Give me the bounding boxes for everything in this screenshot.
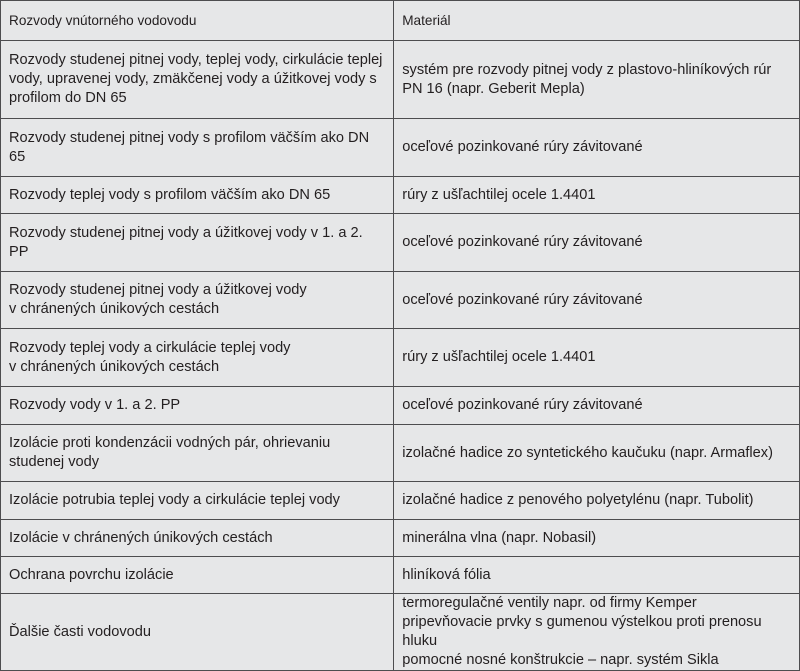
table-row [1, 425, 800, 482]
row-component: Rozvody teplej vody s profilom väčším ako DN 65 [1, 177, 394, 214]
table-row [1, 594, 800, 671]
header-installation: Rozvody vnútorného vodovodu [1, 1, 394, 41]
table-row [1, 329, 800, 387]
table-row [1, 214, 800, 272]
row-component: Rozvody vody v 1. a 2. PP [1, 387, 394, 425]
header-material: Materiál [394, 1, 800, 41]
table-row [1, 119, 800, 177]
row-material: oceľové pozinkované rúry závitované [394, 272, 800, 329]
table-row [1, 520, 800, 557]
row-component: Izolácie v chránených únikových cestách [1, 520, 394, 557]
row-material: termoregulačné ventily napr. od firmy Kemper pripevňovacie prvky s gumenou výstelkou proti prenosu hluku pomocné nosné konštrukcie – napr. systém Sikla [394, 594, 800, 671]
table-row [1, 272, 800, 329]
table-row [1, 177, 800, 214]
table-row [1, 557, 800, 594]
row-material: rúry z ušľachtilej ocele 1.4401 [394, 329, 800, 387]
row-component: Izolácie proti kondenzácii vodných pár, ohrievaniu studenej vody [1, 425, 394, 482]
row-component: Ochrana povrchu izolácie [1, 557, 394, 594]
table-header-row [1, 1, 800, 41]
row-material: hliníková fólia [394, 557, 800, 594]
row-material: izolačné hadice z penového polyetylénu (napr. Tubolit) [394, 482, 800, 520]
row-component: Rozvody teplej vody a cirkulácie teplej vody v chránených únikových cestách [1, 329, 394, 387]
row-material: minerálna vlna (napr. Nobasil) [394, 520, 800, 557]
row-component: Rozvody studenej pitnej vody a úžitkovej vody v chránených únikových cestách [1, 272, 394, 329]
row-component: Rozvody studenej pitnej vody, teplej vody, cirkulácie teplej vody, upravenej vody, zmäkčenej vody a úžitkovej vody s profilom do DN 65 [1, 41, 394, 119]
row-material: oceľové pozinkované rúry závitované [394, 214, 800, 272]
row-component: Rozvody studenej pitnej vody s profilom väčším ako DN 65 [1, 119, 394, 177]
row-component: Izolácie potrubia teplej vody a cirkulácie teplej vody [1, 482, 394, 520]
table-row [1, 387, 800, 425]
row-material: rúry z ušľachtilej ocele 1.4401 [394, 177, 800, 214]
table-row [1, 482, 800, 520]
row-material: oceľové pozinkované rúry závitované [394, 387, 800, 425]
table-row [1, 41, 800, 119]
row-material: systém pre rozvody pitnej vody z plastovo-hliníkových rúr PN 16 (napr. Geberit Mepla) [394, 41, 800, 119]
row-material: izolačné hadice zo syntetického kaučuku (napr. Armaflex) [394, 425, 800, 482]
row-material: oceľové pozinkované rúry závitované [394, 119, 800, 177]
row-component: Ďalšie časti vodovodu [1, 594, 394, 671]
row-component: Rozvody studenej pitnej vody a úžitkovej vody v 1. a 2. PP [1, 214, 394, 272]
